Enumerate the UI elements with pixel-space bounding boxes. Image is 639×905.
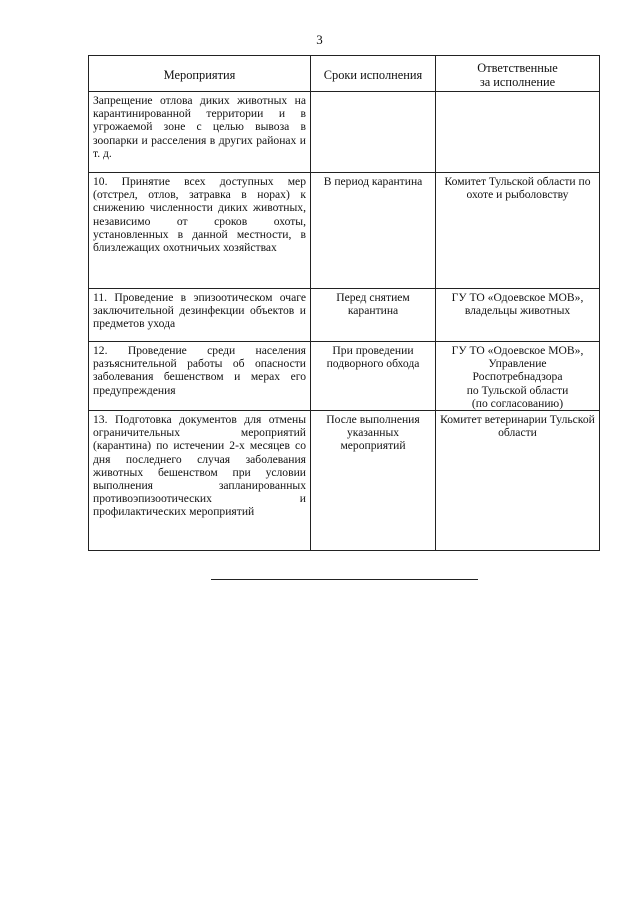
end-divider-line (211, 579, 478, 580)
table-row (89, 342, 600, 411)
deadline-cell: В период карантина (311, 173, 436, 289)
responsible-text: ГУ ТО «Одоевское МОВ», Управление Роспотребнадзора по Тульской области (по согласованию) (451, 344, 584, 410)
responsible-cell: Комитет Тульской области по охоте и рыболовству (436, 173, 600, 289)
measure-cell: Запрещение отлова диких животных на карантинированной территории и в угрожаемой зоне с целью вывоза в зоопарки и расселения в других районах и т. д. (89, 92, 311, 173)
responsible-cell (436, 342, 600, 411)
responsible-cell: Комитет ветеринарии Тульской области (436, 411, 600, 551)
header-responsible (436, 56, 600, 92)
table-row (89, 289, 600, 342)
responsible-cell: ГУ ТО «Одоевское МОВ», владельцы животных (436, 289, 600, 342)
measures-table (88, 55, 600, 551)
page-number: 3 (316, 32, 323, 47)
measure-cell: 11. Проведение в эпизоотическом очаге заключительной дезинфекции объектов и предметов ухода (89, 289, 311, 342)
table-row (89, 92, 600, 173)
responsible-cell (436, 92, 600, 173)
measure-cell: 13. Подготовка документов для отмены ограничительных мероприятий (карантина) по истечении 2-х месяцев со дня последнего случая заболевания животных бешенством при условии выполнения запланированных противоэпизоотических и профилактических мероприятий (89, 411, 311, 551)
measure-cell: 10. Принятие всех доступных мер (отстрел, отлов, затравка в норах) к снижению численности диких животных, независимо от сроков охоты, установленных в данной местности, в близлежащих охотничьих хозяйствах (89, 173, 311, 289)
deadline-cell: После выполнения указанных мероприятий (311, 411, 436, 551)
deadline-cell (311, 92, 436, 173)
deadline-cell: При проведении подворного обхода (311, 342, 436, 411)
measure-cell: 12. Проведение среди населения разъяснительной работы об опасности заболевания бешенством и мерах его предупреждения (89, 342, 311, 411)
deadline-cell: Перед снятием карантина (311, 289, 436, 342)
header-measures: Мероприятия (89, 56, 311, 92)
table-header-row (89, 56, 600, 92)
table-row (89, 173, 600, 289)
header-deadlines: Сроки исполнения (311, 56, 436, 92)
header-responsible-text: Ответственные за исполнение (477, 60, 558, 89)
table-row (89, 411, 600, 551)
